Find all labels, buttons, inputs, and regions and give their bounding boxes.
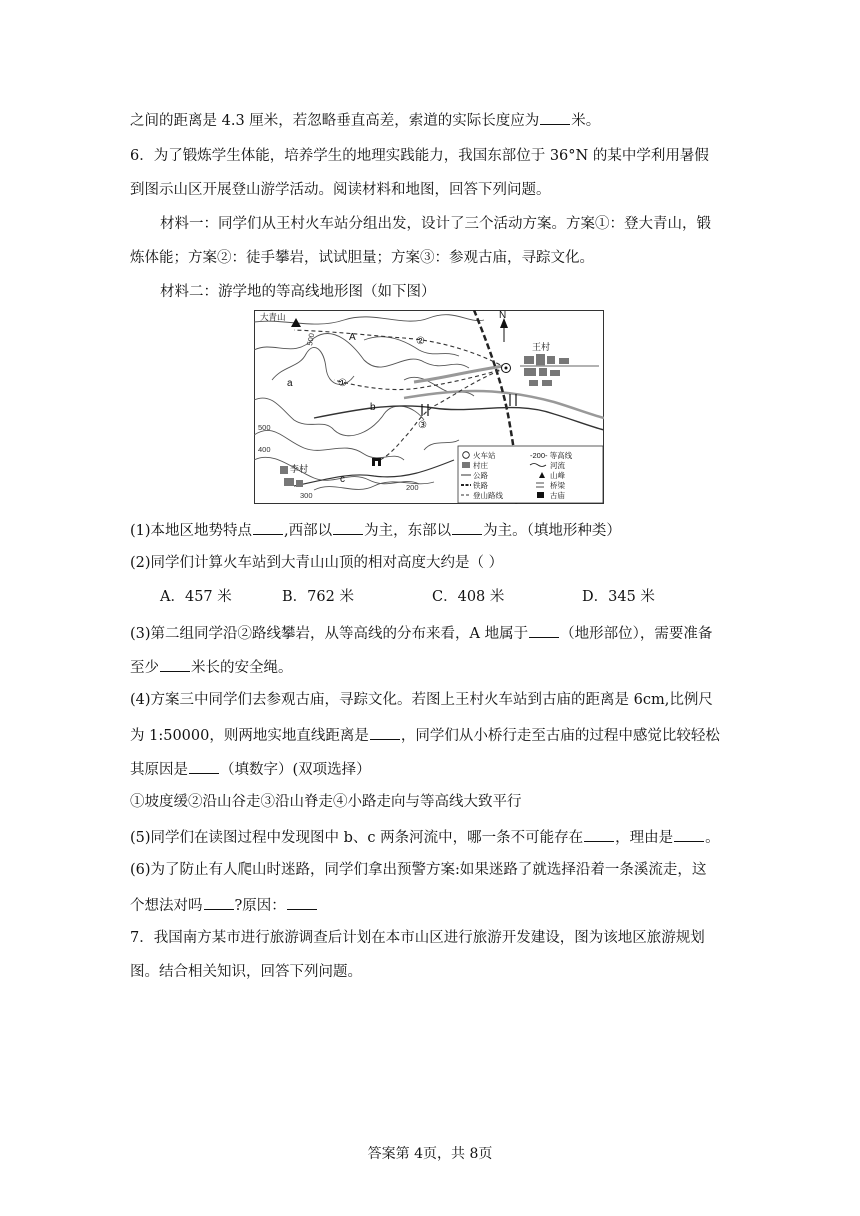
answer-blank (584, 826, 614, 842)
option-b: B．762 米 (282, 589, 354, 605)
svg-text:火车站: 火车站 (473, 451, 496, 460)
route-2-label: ② (416, 336, 425, 347)
sub-question-6-line1: (6)为了防止有人爬山时迷路，同学们拿出预警方案:如果迷路了就选择沿着一条溪流走，这 (130, 862, 707, 878)
svg-text:古庙: 古庙 (550, 491, 565, 500)
route-1-label: ① (338, 378, 347, 389)
route-3-label: ③ (418, 420, 427, 431)
point-b: b (370, 402, 376, 413)
sub-question-4-line1: (4)方案三中同学们去参观古庙，寻踪文化。若图上王村火车站到古庙的距离是 6cm,比例尺 (130, 692, 713, 708)
sub-question-4-line2: 为 1:50000，则两地实地直线距离是 ，同学们从小桥行走至古庙的过程中感觉比较轻松 (130, 724, 720, 746)
answer-blank (204, 894, 234, 910)
option-a: A．457 米 (160, 589, 232, 605)
page-footer: 答案第 4页，共 8页 (367, 1146, 493, 1162)
peak-label: 大青山 (260, 312, 286, 322)
option-c: C．408 米 (432, 589, 505, 605)
sub-question-6-line2: 个想法对吗 ?原因： (130, 894, 318, 916)
answer-blank (452, 519, 482, 535)
contour-label-500b: 500 (258, 423, 271, 432)
contour-map (254, 310, 604, 504)
material2-caption: 材料二：游学地的等高线地形图（如下图） (160, 284, 436, 300)
answer-blank (287, 894, 317, 910)
svg-text:桥梁: 桥梁 (550, 481, 565, 490)
svg-text:公路: 公路 (473, 471, 488, 480)
material1-line2: 炼体能；方案②：徒手攀岩，试试胆量；方案③：参观古庙，寻踪文化。 (130, 250, 594, 266)
answer-blank (160, 656, 190, 672)
sub-question-1: (1)本地区地势特点 ,西部以 为主，东部以 为主。（填地形种类） (130, 519, 621, 541)
sub-question-3-line2: 至少 米长的安全绳。 (130, 656, 293, 678)
q7-line2: 图。结合相关知识，回答下列问题。 (130, 964, 362, 980)
north-label: N (499, 310, 507, 321)
sub-question-5: (5)同学们在读图过程中发现图中 b、c 两条河流中，哪一条不可能存在 ，理由是 。 (130, 826, 720, 848)
svg-text:河流: 河流 (550, 461, 565, 470)
answer-blank (189, 758, 219, 774)
point-A: A (349, 332, 356, 343)
option-d: D．345 米 (582, 589, 655, 605)
svg-text:山峰: 山峰 (550, 471, 565, 480)
answer-blank (333, 519, 363, 535)
svg-text:登山路线: 登山路线 (473, 491, 503, 500)
answer-blank (529, 622, 559, 638)
point-c: c (340, 474, 345, 485)
map-legend (458, 446, 603, 503)
material1-line1: 材料一：同学们从王村火车站分组出发，设计了三个活动方案。方案①：登大青山，锻 (160, 216, 711, 232)
contour-label-500a: 500 (305, 332, 317, 347)
sub-question-2: (2)同学们计算火车站到大青山山顶的相对高度大约是（ ） (130, 555, 504, 571)
q6-intro-line2: 到图示山区开展登山游学活动。阅读材料和地图，回答下列问题。 (130, 182, 551, 198)
svg-text:-200- 等高线: -200- 等高线 (530, 451, 573, 460)
q5-tail-line: 之间的距离是 4.3 厘米，若忽略垂直高差，索道的实际长度应为 米。 (130, 109, 600, 131)
answer-blank (540, 109, 570, 125)
answer-blank (370, 724, 400, 740)
svg-text:村庄: 村庄 (473, 461, 488, 470)
sub-question-4-choices: ①坡度缓②沿山谷走③沿山脊走④小路走向与等高线大致平行 (130, 794, 522, 810)
sub-question-3-line1: (3)第二组同学沿②路线攀岩，从等高线的分布来看，A 地属于 （地形部位），需要准备 (130, 622, 712, 644)
contour-label-400: 400 (258, 445, 271, 454)
answer-blank (674, 826, 704, 842)
point-a: a (287, 378, 293, 389)
sub-question-4-line3: 其原因是 （填数字）(双项选择） (130, 758, 371, 780)
svg-text:铁路: 铁路 (473, 481, 488, 490)
contour-label-300: 300 (300, 491, 313, 500)
wang-village-label: 王村 (532, 342, 551, 352)
answer-blank (253, 519, 283, 535)
q7-line1: 7．我国南方某市进行旅游调查后计划在本市山区进行旅游开发建设，图为该地区旅游规划 (130, 930, 705, 946)
li-village-label: 李村 (290, 464, 309, 474)
contour-label-200: 200 (406, 483, 419, 492)
q6-intro-line1: 6．为了锻炼学生体能，培养学生的地理实践能力，我国东部位于 36°N 的某中学利用暑假 (130, 148, 709, 164)
